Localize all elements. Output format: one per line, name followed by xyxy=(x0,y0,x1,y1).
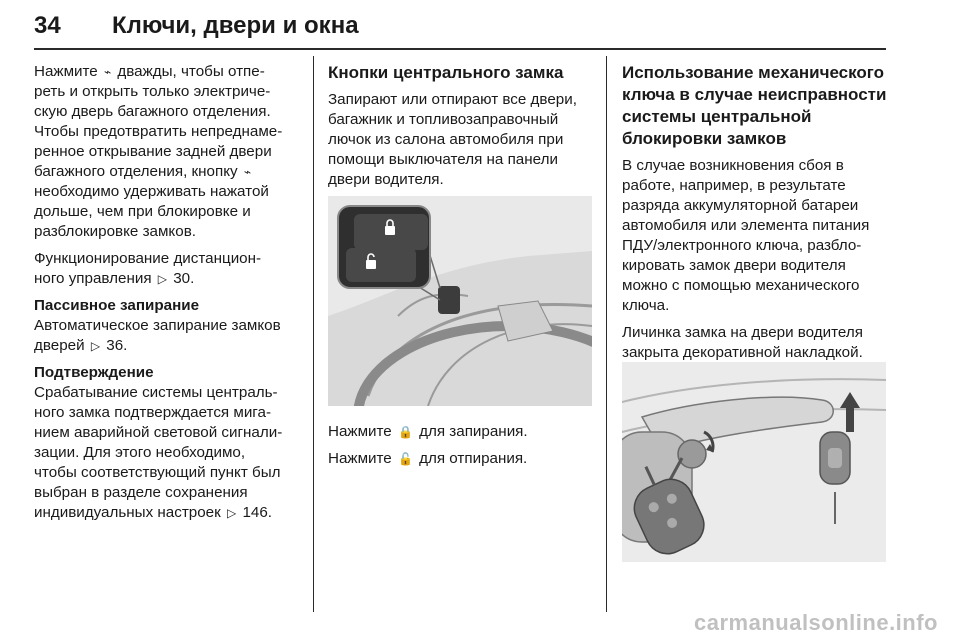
header-rule xyxy=(34,48,886,50)
mechanical-key-heading xyxy=(622,62,892,150)
passive-locking-heading: Пассивное запирание xyxy=(34,297,200,314)
text-line: Использование механического xyxy=(622,63,885,82)
tailgate-key-icon: ⌁ xyxy=(103,65,112,79)
text-line: лючок из салона автомобиля при xyxy=(328,131,564,148)
text-line: помощи выключателя на панели xyxy=(328,151,558,168)
press-unlock-line xyxy=(328,449,598,469)
text-line: скую дверь багажного отделения. xyxy=(34,103,271,120)
text-line: блокировки замков xyxy=(622,129,787,148)
text-line: системы центральной xyxy=(622,107,812,126)
tailgate-paragraph xyxy=(34,62,306,242)
text-line: зации. Для этого необходимо, xyxy=(34,444,246,461)
lock-cover-paragraph xyxy=(622,323,892,363)
text-line: Функционирование дистанцион- xyxy=(34,250,262,267)
text-line: ключа в случае неисправности xyxy=(622,85,887,104)
column-divider-1 xyxy=(313,56,314,612)
lock-icon: 🔒 xyxy=(397,425,413,439)
text-line: Нажмите ⌁ дважды, чтобы отпе- xyxy=(34,63,265,80)
page-header xyxy=(34,4,886,50)
text-line: Запирают или отпирают все двери, xyxy=(328,91,577,108)
text-line: дверей ▷ 36. xyxy=(34,337,128,354)
text-line: выбран в разделе сохранения xyxy=(34,484,248,501)
text-line: В случае возникновения сбоя в xyxy=(622,157,844,174)
text-line: Срабатывание системы централь- xyxy=(34,384,278,401)
text-line: автомобиля или элемента питания xyxy=(622,217,870,234)
page-title: Ключи, двери и окна xyxy=(112,12,359,39)
text-line: ного замка подтверждается мига- xyxy=(34,404,272,421)
text-line: Автоматическое запирание замков xyxy=(34,317,281,334)
tailgate-key-icon: ⌁ xyxy=(243,165,252,179)
press-lock-line xyxy=(328,422,598,442)
text-line: реть и открыть только электриче- xyxy=(34,83,271,100)
mechanical-key-drawing xyxy=(622,362,886,562)
text-line: работе, например, в результате xyxy=(622,177,846,194)
central-lock-paragraph xyxy=(328,90,598,190)
text-line: кировать замок двери водителя xyxy=(622,257,846,274)
door-switch-illustration xyxy=(328,196,592,406)
column-2-instructions xyxy=(328,422,598,476)
text-line: необходимо удерживать нажатой xyxy=(34,183,269,200)
text-line: разряда аккумуляторной батареи xyxy=(622,197,859,214)
mechanical-key-paragraph xyxy=(622,156,892,316)
text-line: Чтобы предотвратить непреднаме- xyxy=(34,123,283,140)
text-line: Личинка замка на двери водителя xyxy=(622,324,863,341)
column-1 xyxy=(34,62,306,530)
unlock-icon: 🔓 xyxy=(397,452,413,466)
confirmation-paragraph xyxy=(34,383,306,523)
text-line: ключа. xyxy=(622,297,670,314)
mechanical-key-illustration xyxy=(622,362,886,562)
text-line: ренное открывание задней двери xyxy=(34,143,272,160)
text-line: двери водителя. xyxy=(328,171,444,188)
watermark: carmanualsonline.info xyxy=(694,610,938,635)
text-line: можно с помощью механического xyxy=(622,277,860,294)
text-line: чтобы соответствующий пункт был xyxy=(34,464,281,481)
text-line: индивидуальных настроек ▷ 146. xyxy=(34,504,272,521)
text-line: багажник и топливозаправочный xyxy=(328,111,559,128)
column-2 xyxy=(328,62,598,197)
text-line: нием аварийной световой сигнали- xyxy=(34,424,283,441)
reference-arrow-icon: ▷ xyxy=(226,506,237,520)
column-divider-2 xyxy=(606,56,607,612)
central-lock-heading: Кнопки центрального замка xyxy=(328,63,564,82)
text-line: багажного отделения, кнопку ⌁ xyxy=(34,163,252,180)
door-switch-drawing xyxy=(328,196,592,406)
text-line: разблокировке замков. xyxy=(34,223,196,240)
text-line: Нажмите 🔒 для запирания. xyxy=(328,423,528,440)
confirmation-heading: Подтверждение xyxy=(34,364,154,381)
passive-locking-paragraph xyxy=(34,316,306,356)
reference-arrow-icon: ▷ xyxy=(157,272,167,286)
reference-arrow-icon: ▷ xyxy=(90,339,101,353)
text-line: дольше, чем при блокировке и xyxy=(34,203,251,220)
text-line: ного управления ▷ 30. xyxy=(34,270,195,287)
column-3 xyxy=(622,62,892,370)
text-line: закрыта декоративной накладкой. xyxy=(622,344,863,361)
remote-control-paragraph xyxy=(34,249,306,289)
text-line: Нажмите 🔓 для отпирания. xyxy=(328,450,528,467)
text-line: ПДУ/электронного ключа, разбло- xyxy=(622,237,862,254)
page-number: 34 xyxy=(34,12,61,39)
